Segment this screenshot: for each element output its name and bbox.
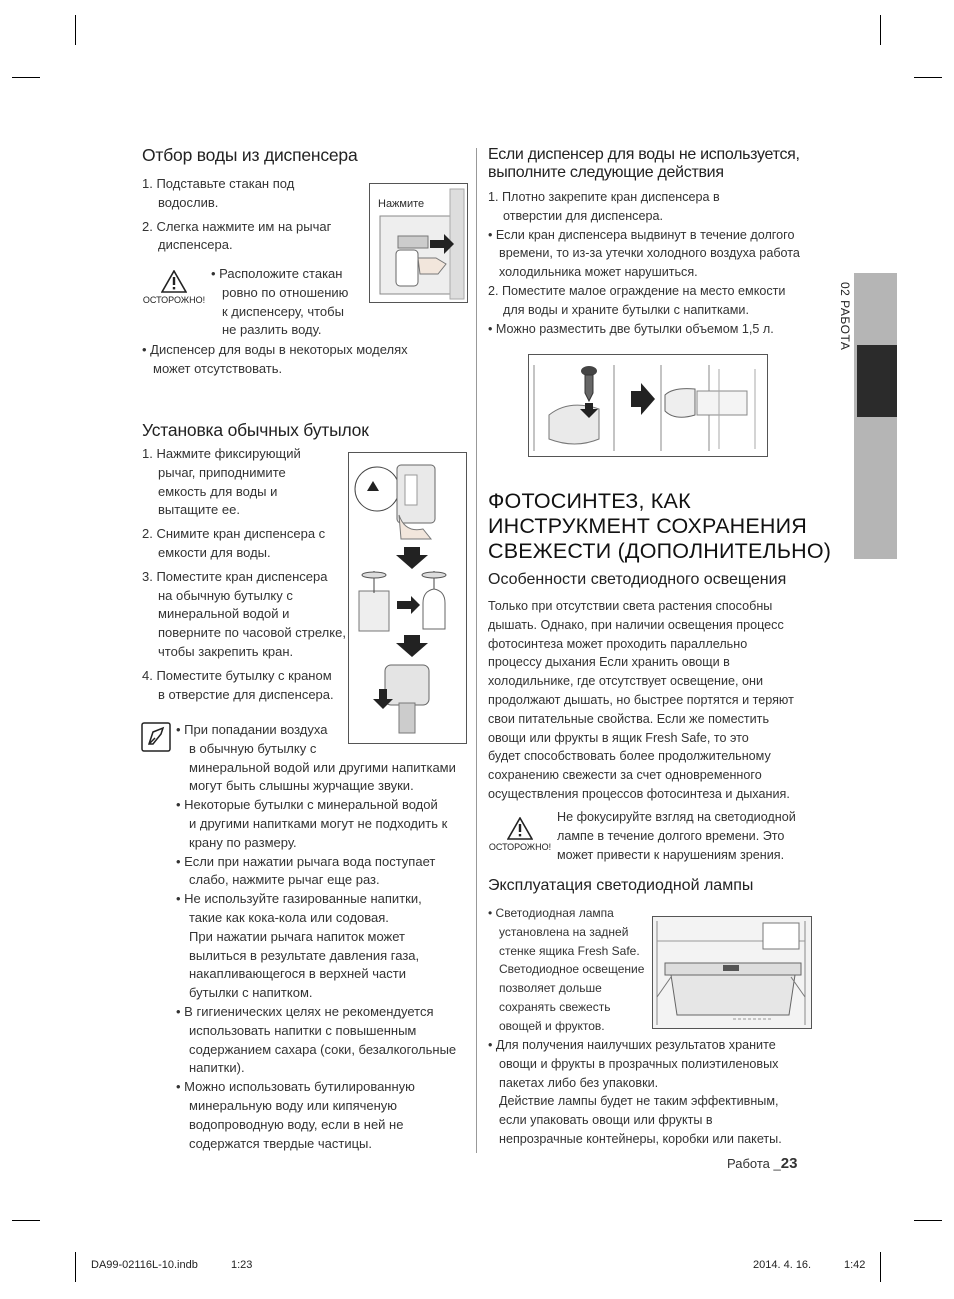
print-file: DA99-02116L-10.indb (91, 1259, 198, 1271)
main-heading (488, 489, 831, 564)
text-line: сохранению свежести за счет одновременного (488, 768, 762, 783)
heading-line: ФОТОСИНТЕЗ, КАК (488, 489, 691, 513)
text-line: такие как кока-кола или содовая. (189, 909, 389, 925)
text-line: позволяет дольше (499, 981, 602, 996)
text-line: холодильника может нарушиться. (499, 265, 698, 280)
led-usage-item2 (488, 1036, 818, 1149)
text-line: • Если при нажатии рычага вода поступает (176, 853, 436, 869)
text-line: • Если кран диспенсера выдвинут в течение долгого (488, 227, 795, 242)
column-divider (476, 148, 477, 1153)
caution-label: ОСТОРОЖНО! (142, 295, 206, 305)
bottle-install-figure (348, 452, 467, 744)
text-line: процессу дыхания Если хранить овощи в (488, 655, 730, 670)
text-line: будет способствовать более продолжительному (488, 749, 771, 764)
heading-line: СВЕЖЕСТИ (ДОПОЛНИТЕЛЬНО) (488, 539, 832, 563)
text-line: лампе в течение долгого времени. Это (557, 828, 785, 843)
text-line: Действие лампы будет не таким эффективным, (499, 1094, 779, 1109)
title-line: выполните следующие действия (488, 164, 724, 181)
text-line: накапливающегося в верхней части (189, 966, 406, 982)
text-line: овощей и фруктов. (499, 1018, 605, 1033)
tap-close-figure (528, 354, 768, 457)
text-line: овощи и фрукты в прозрачных полиэтиленовых (499, 1056, 779, 1071)
text-line: • При попадании воздуха (176, 722, 328, 737)
text-line: • Можно использовать бутилированную (176, 1079, 415, 1095)
text-line: вылиться в результате давления газа, (189, 947, 420, 963)
text-line: • В гигиенических целях не рекомендуется (176, 1003, 434, 1019)
led-usage-item1 (488, 904, 658, 1036)
side-tab-marker (857, 345, 897, 417)
text-line: 2. Поместите малое ограждение на место емкости (488, 283, 786, 298)
text-line: холодильнике, где отсутствует освещение, они (488, 674, 764, 689)
fresh-safe-figure (652, 916, 812, 1029)
text-line: • Светодиодная лампа (488, 906, 614, 920)
crop-mark (75, 1252, 76, 1282)
text-line: овощи или фрукты в ящик Fresh Safe, то это (488, 730, 749, 745)
text-line: напитки). (189, 1060, 245, 1076)
crop-mark (880, 1252, 881, 1282)
section-title-dispenser: Отбор воды из диспенсера (142, 145, 358, 165)
text-line: в обычную бутылку с (189, 740, 317, 756)
text-line: содержатся твердые частицы. (189, 1135, 373, 1151)
text-line: осуществления процессов фотосинтеза и дыхания. (488, 786, 790, 801)
text-line: • Некоторые бутылки с минеральной водой (176, 797, 438, 813)
step-line: 2. Слегка нажмите им на рычаг (142, 218, 332, 234)
print-date: 2014. 4. 16. (753, 1259, 812, 1271)
text-line: ровно по отношению (222, 284, 349, 300)
warning-icon (161, 270, 187, 293)
step-line: емкости для воды. (158, 544, 271, 560)
step-line: 3. Поместите кран диспенсера (142, 568, 328, 584)
text-line: к диспенсеру, чтобы (222, 303, 344, 319)
text-line: дышать. Однако, при наличии освещения процесс (488, 617, 784, 632)
title-line: Если диспенсер для воды не используется, (488, 146, 800, 163)
section-title-led-features: Особенности светодиодного освещения (488, 571, 787, 588)
note-icon (141, 722, 171, 757)
caution-block (141, 270, 207, 305)
text-line: минеральную воду или кипяченую (189, 1097, 398, 1113)
warning-icon (507, 817, 533, 840)
text-line: не разлить воду. (222, 322, 322, 338)
crop-mark (914, 1220, 942, 1221)
text-line: содержанием сахара (соки, безалкогольные (189, 1041, 457, 1057)
caution-text (211, 265, 371, 340)
dispenser-note (142, 341, 462, 379)
page-footer (727, 1155, 797, 1172)
text-line: • Можно разместить две бутылки объемом 1,5 л. (488, 321, 774, 336)
text-line: времени, то из-за утечки холодного воздуха работа (499, 246, 800, 261)
not-used-items (488, 188, 828, 338)
step-line: в отверстие для диспенсера. (158, 686, 334, 702)
text-line: свои питательные свойства. Если же поместить (488, 711, 770, 726)
text-line: может отсутствовать. (153, 360, 283, 376)
bottle-notes (176, 721, 476, 1153)
text-line: • Диспенсер для воды в некоторых моделях (142, 342, 408, 357)
text-line: слабо, нажмите рычаг еще раз. (189, 872, 380, 888)
text-line: для воды и храните бутылки с напитками. (503, 302, 749, 317)
text-line: водопроводную воду, если в ней не (189, 1116, 404, 1132)
text-line: Не фокусируйте взгляд на светодиодной (557, 810, 796, 824)
print-page: 1:23 (231, 1259, 253, 1271)
crop-mark (75, 15, 76, 45)
text-line: отверстии для диспенсера. (503, 208, 663, 223)
led-features-body (488, 597, 818, 804)
step-line: емкость для воды и (158, 483, 278, 499)
text-line: сохранять свежесть (499, 999, 611, 1014)
text-line: может привести к нарушениям зрения. (557, 847, 785, 862)
figure-label-press: Нажмите (378, 198, 425, 210)
step-line: 2. Снимите кран диспенсера с (142, 526, 326, 542)
text-line: Светодиодное освещение (499, 962, 645, 977)
heading-line: ИНСТРУКМЕНТ СОХРАНЕНИЯ (488, 514, 808, 538)
print-time: 1:42 (844, 1259, 866, 1271)
text-line: минеральной водой или другими напитками (189, 759, 456, 775)
page-label: Работа _ (727, 1156, 781, 1171)
section-title-bottles: Установка обычных бутылок (142, 420, 369, 440)
text-line: непрозрачные контейнеры, коробки или пакеты. (499, 1131, 782, 1146)
crop-mark (12, 1220, 40, 1221)
text-line: стенке ящика Fresh Safe. (499, 943, 640, 958)
step-line: водослив. (158, 194, 219, 210)
section-title-not-used (488, 146, 800, 182)
step-line: вытащите ее. (158, 502, 240, 518)
step-line: рычаг, приподнимите (158, 464, 286, 480)
text-line: бутылки с напитком. (189, 985, 313, 1001)
crop-mark (914, 77, 942, 78)
step-line: на обычную бутылку с (158, 587, 293, 603)
text-line: • Расположите стакан (211, 266, 343, 281)
text-line: Только при отсутствии света растения способны (488, 599, 773, 613)
section-title-led-usage: Эксплуатация светодиодной лампы (488, 877, 754, 894)
step-line: диспенсера. (158, 237, 233, 253)
step-line: 4. Поместите бутылку с краном (142, 667, 332, 683)
step-line: поверните по часовой стрелке, (158, 625, 346, 641)
text-line: пакетах либо без упаковки. (499, 1075, 659, 1090)
text-line: фотосинтеза может проходить параллельно (488, 636, 748, 651)
text-line: • Не используйте газированные напитки, (176, 891, 422, 907)
crop-mark (12, 77, 40, 78)
text-line: и другими напитками могут не подходить к (189, 815, 448, 831)
step-line: 1. Подставьте стакан под (142, 176, 295, 191)
dispenser-steps (142, 175, 372, 255)
crop-mark (880, 15, 881, 45)
bottle-steps (142, 445, 352, 704)
text-line: 1. Плотно закрепите кран диспенсера в (488, 190, 720, 204)
side-tab-label: 02 РАБОТА (838, 282, 852, 351)
step-line: чтобы закрепить кран. (158, 643, 294, 659)
text-line: установлена на задней (499, 924, 629, 939)
text-line: • Для получения наилучших результатов храните (488, 1038, 776, 1052)
caution-block (487, 817, 553, 852)
text-line: если упаковать овощи или фрукты в (499, 1113, 713, 1128)
step-line: 1. Нажмите фиксирующий (142, 446, 301, 461)
text-line: При нажатии рычага напиток может (189, 928, 405, 944)
text-line: могут быть слышны журчащие звуки. (189, 778, 414, 794)
text-line: продолжают дышать, но быстрее портятся и теряют (488, 692, 794, 707)
step-line: минеральной водой и (158, 606, 290, 622)
text-line: крану по размеру. (189, 834, 297, 850)
page-number: 23 (780, 1155, 798, 1172)
text-line: использовать напитки с повышенным (189, 1022, 417, 1038)
caution-text (557, 808, 817, 864)
caution-label: ОСТОРОЖНО! (488, 842, 552, 852)
dispenser-figure (369, 183, 468, 303)
